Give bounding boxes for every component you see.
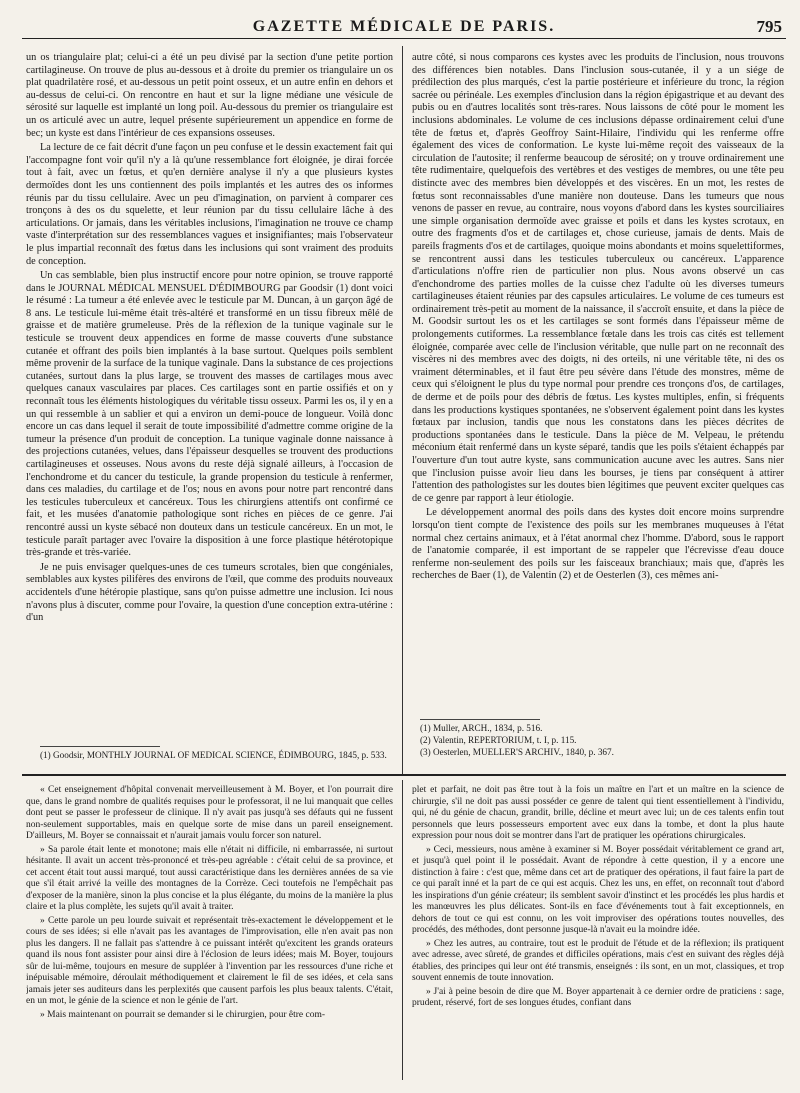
paragraph: un os triangulaire plat; celui-ci a été un peu divisé par la section d'une petite portion cartilagineuse. On trouve de plus au-dessous et à droite du premier os triangulaire un os plat quadrilatère rosé, et au-dessous un petit point osseux, et un autre enfin en dehors et au-dessus de celui-ci. On rencontre en haut et sur la ligne médiane une vésicule de sérosité sur laquelle est implanté un long poil. Au-dessous du premier os triangulaire est un os articulé avec un autre, lequel présente supérieurement un appendice en forme de bec; un kyste est dans l'intérieur de ces expansions osseuses. [26,52,393,139]
paragraph: Un cas semblable, bien plus instructif encore pour notre opinion, se trouve rapporté dans le JOURNAL MÉDICAL MENSUEL D'ÉDIMBOURG par Goodsir (1) dont voici le résumé : La tumeur a été enlevée avec le testicule par M. Duncan, à un garçon âgé de 8 ans. Le testicule lui-même était très-altéré et transformé en un tissu fibreux mêlé de graisse et de matière grumeleuse. Près de la réflexion de la tunique vaginale sur le testicule se trouvent deux appendices en forme de masse couverts d'une substance cutanée et offrant des poils bien implantés à la base surtout. Quelques poils semblent même provenir de la surface de la tunique vaginale. Dans la substance de ces projections cutanées, surtout dans la plus large, se trouvent des masses de cartilages mous avec quelques canaux vasculaires par places. Ces cartilages sont en partie ossifiés et on y reconnaît tous les éléments histologiques du véritable tissu osseux. Parmi les os, il y en a un qui ressemble à un sablier et qui a environ un demi-pouce de longueur. Voilà donc encore un cas dans lequel il serait de toute impossibilité d'admettre comme origine de la tumeur la présence d'un produit de conception. La tunique vaginale donne naissance à des projections cutanées, velues, dans l'épaisseur desquelles se trouvent des productions cartilagineuses et osseuses. Nous avons du reste déjà signalé ailleurs, à l'occasion de l'enchondrome et du cancer du testicule, la grande propension du testicule à renfermer, dans ces maladies, du cartilage et de l'os; nous en avons pour notre part rencontré dans les testicules tuberculeux et cancéreux. Tous les chirurgiens attentifs ont confirmé ce fait, et les musées d'anatomie pathologique sont riches en pièces de ce genre. J'ai rencontré aussi un kyste sébacé non douteux dans un testicule cancéreux. En un mot, le testicule paraît partager avec l'ovaire la disposition à une force plastique hétérotopique très-grande et très-variée. [26,270,393,559]
article-column-left [26,52,393,770]
paragraph: » Ceci, messieurs, nous amène à examiner si M. Boyer possédait véritablement ce grand art, et jusqu'à quel point il le possédait. Avant de répondre à cette question, il y a encore une distinction à faire : c'est que, même dans cet art de pratiquer des opérations, il faut faire la part de ce qui paraît inné et la part de ce qui est acquis. Chez les uns, en effet, on reconnaît tout d'abord les inspirations d'un génie créateur; ils semblent savoir d'instinct et les procédés les plus hardis et les manœuvres les plus délicates. Sont-ils en face d'événements tout à fait exceptionnels, en dehors de tout ce qui est connu, on les voit improviser des opérations toutes nouvelles, des procédés, des méthodes, dont personne jusque-là n'avait eu la moindre idée. [412,844,784,935]
footnote-rule [40,746,160,747]
paragraph: » Mais maintenant on pourrait se demander si le chirurgien, pour être com- [40,1009,325,1020]
paragraph: plet et parfait, ne doit pas être tout à la fois un maître en l'art et un maître en la science de chirurgie, s'il ne doit pas aussi posséder ce genre de talent qui tient essentiellement à l'individu, qui, né du génie de chacun, grandit, brille, décline et meurt avec lui; un de ces talents enfin tout personnels que leurs possesseurs emportent avec eux dans la tombe, et dont la plus haute expression pour nous doit se montrer dans l'art de pratiquer les opérations chirurgicales. [412,785,784,841]
column-divider-bottom [402,780,403,1080]
paragraph: » Sa parole était lente et monotone; mais elle n'était ni difficile, ni embarrassée, ni surtout hésitante. Il avait un accent très-prononcé et très-peu agréable : c'était celui de sa province, et cet accent était tout aussi marqué, tout aussi caractéristique dans les dernières années de sa vie que s'il était arrivé la veille des montagnes de la Corrèze. Ceci toutefois ne l'empêchait pas d'exposer de la manière, sinon la plus concise et la plus élégante, du moins de la manière la plus claire et la plus complète, les sujets qu'il avait à traiter. [26,844,393,912]
footnote: (1) Muller, ARCH., 1834, p. 516. [420,723,543,733]
paragraph: » Cette parole un peu lourde suivait et représentait très-exactement le développement et le cours de ses idées; si elle n'avait pas les avantages de l'improvisation, elle n'en avait pas non plus les dangers. Il ne fallait pas s'attendre à ce puissant intérêt qu'excitent les grands orateurs quand ils nous font assister pour ainsi dire à l'éclosion de leurs idées; mais M. Boyer, toujours sûr de lui-même, toujours en mesure de suppléer à l'invention par les ressources d'une riche et inépuisable mémoire, déroulait méthodiquement et clairement le fil de ses idées, et cela sans jamais jeter ses auditeurs dans les perplexités que causent parfois les plus beaux talents. C'était, en un mot, le génie de la science et non le génie de l'art. [26,915,393,1006]
page-number: 795 [756,17,782,36]
feuilleton-column-right [412,785,784,1087]
paragraph: Le développement anormal des poils dans des kystes doit encore moins surprendre lorsqu'on tient compte de l'existence des poils sur les membranes muqueuses à l'état normal chez certains animaux, et à l'état anormal chez l'homme. D'abord, sous le rapport de l'anatomie comparée, il est important de se rappeler que l'écrevisse d'eau douce renferme non-seulement des poils sur les faisceaux branchiaux; mais que, d'après les recherches de Baer (1), de Valentin (2) et de Oesterlen (3), ces mêmes ani- [412,507,784,582]
paragraph: » Chez les autres, au contraire, tout est le produit de l'étude et de la réflexion; ils pratiquent avec adresse, avec sûreté, de grandes et difficiles opérations, mais c'est en suivant des règles déjà établies, des principes qui leur ont été transmis, enseignés : ils sont, en un mot, classiques, et trop souvent ennemis de toute innovation. [412,938,784,983]
page-header [22,8,786,39]
feuilleton-column-left [26,785,393,1087]
paragraph: Je ne puis envisager quelques-unes de ces tumeurs scrotales, bien que congéniales, semblables aux kystes pilifères des environs de l'œil, que comme des produits nouveaux accidentels d'une hétéropie plastique, sans qu'on puisse admettre une inclusion. Ici nous n'avons plus à discuter, comme pour l'ovaire, la question d'une conception extra-utérine : d'un [26,561,393,624]
footnote-rule [420,719,540,720]
paragraph: » J'ai à peine besoin de dire que M. Boyer appartenait à ce dernier ordre de praticiens : sage, prudent, réservé, fort de ses longues études, confiant dans [412,986,784,1008]
journal-title: GAZETTE MÉDICALE DE PARIS. [252,18,556,35]
footnote: (2) Valentin, REPERTORIUM, t. I, p. 115. [420,734,577,745]
footnote: (1) Goodsir, MONTHLY JOURNAL OF MEDICAL SCIENCE, ÉDIMBOURG, 1845, p. 533. [40,750,387,760]
paragraph: autre côté, si nous comparons ces kystes avec les produits de l'inclusion, nous trouvons des différences bien notables. Dans l'inclusion sous-cutanée, il y a un siége de prédilection des plus marqués, c'est la partie postérieure et inférieure du tronc, la région sacrée ou périnéale. Les exemples d'inclusion dans la région épigastrique et au devant des pubis ou en d'autres localités sont très-rares. Nous laissons de côté pour le moment les inclusions abdominales. Le volume de ces inclusions dépasse ordinairement celui d'une tête de fœtus et, d'après Geoffroy Saint-Hilaire, l'individu qui les renferme offre également des vices de conformation. Le kyste lui-même reçoit des vaisseaux de la circulation de l'autosite; il renferme beaucoup de sérosité; on y trouve ordinairement une tête rudimentaire, quelquefois des vertèbres et des vestiges de membres, ou une tête peu distincte avec des membres bien développés et des viscères. En un mot, les restes de fœtus sont reconnaissables d'une manière non douteuse. Dans les tumeurs que nous venons de passer en revue, au contraire, nous voyons d'abord dans les kystes sourciliaires une simple organisation dermoïde avec graisse et poils et dans les kystes scrotaux, en outre des fragments d'os et de cartilages et, chose curieuse, jamais de dents. Mais de pareils fragments d'os et de cartilages, quoique moins abondants et moins squelettiformes, se rencontrent aussi dans les testicules tuberculeux ou cancéreux. L'apparence d'articulations n'offre rien de particulier non plus. Nous avons observé un cas d'enchondrome des parties molles de la cuisse chez l'adulte où les diverses tumeurs cartilagineuses étaient réunies par des capsules articulaires. Le volume de ces tumeurs est ordinairement très-petit au moment de la naissance, il s'accroît ensuite, et dans la pièce de M. Goodsir surtout les os et les cartilages se sont formés dans l'épaisseur même de prolongements cutiformes. La ressemblance fœtale dans les trois cas cités est tellement éloignée, comparée avec celle de l'inclusion véritable, que nulle part on ne reconnaît des viscères ni des membres avec des doigts, ni des orteils, ni une véritable tête, ni des os vraiment déterminables, et il faut être peu sévère dans l'étude des monstres, même de ceux qui s'éloignent le plus du type normal pour prendre ces tronçons d'os, de cartilages, de derme et de poils pour des débris de fœtus. Les kystes multiples, enfin, si fréquents dans les productions kystiques spontanées, ne s'observent également point dans les kystes fœtaux par inclusion, tandis que nous les constatons dans les pièces décrites de productions spontanées dans le testicule. Dans la pièce de M. Velpeau, le prétendu méconium était renfermé dans un kyste séparé, tandis que les poils s'étaient échappés par l'ouverture d'un tout autre kyste, sans communication aucune avec les autres. Sans nier que l'inclusion puisse avoir lieu dans les bourses, je tiens par conséquent à attirer l'attention des pathologistes sur les doutes bien légitimes que peuvent exciter quelques cas de ce genre par rapport à leur étiologie. [412,52,784,504]
footnote-left [40,750,390,762]
footnote: (3) Oesterlen, MUELLER'S ARCHIV., 1840, p. 367. [420,746,614,757]
section-separator [22,774,786,776]
column-divider-top [402,46,403,776]
article-column-right [412,52,784,726]
paragraph: « Cet enseignement d'hôpital convenait merveilleusement à M. Boyer, et l'on pourrait dire que, dans le grand nombre de qualités requises pour le professorat, il ne lui manquait que celles dont peut se passer le professeur de clinique. Il n'y avait pas jusqu'à ses défauts qui ne fussent non-seulement supportables, mais en quelque sorte de mise dans un pareil enseignement. D'ailleurs, M. Boyer se connaissait et n'aurait jamais voulu forcer son naturel. [26,785,393,841]
footnotes-right [420,723,780,758]
paragraph: La lecture de ce fait décrit d'une façon un peu confuse et le dessin exactement fait qui l'accompagne font voir qu'il n'y a là qu'une ressemblance fort éloignée, je dirai forcée tout à fait, avec un fœtus, et qu'en dernière analyse il n'y a que plusieurs kystes dermoïdes dont les uns contiennent des poils implantés et les autres des os informes réunis par du tissu cellulaire. Avec un peu d'imagination, on parvient à comparer ces tronçons à des os du squelette, et leur réunion par du tissu cellulaire lâche à des articulations. Or jamais, dans les véritables inclusions, l'imagination ne trouve ce champ vaste d'interprétation sur des ressemblances vagues et insignifiantes; mais l'observateur le plus impartial reconnaît des fœtus dans les inclusions qui sont vraiment des produits de conception. [26,142,393,267]
